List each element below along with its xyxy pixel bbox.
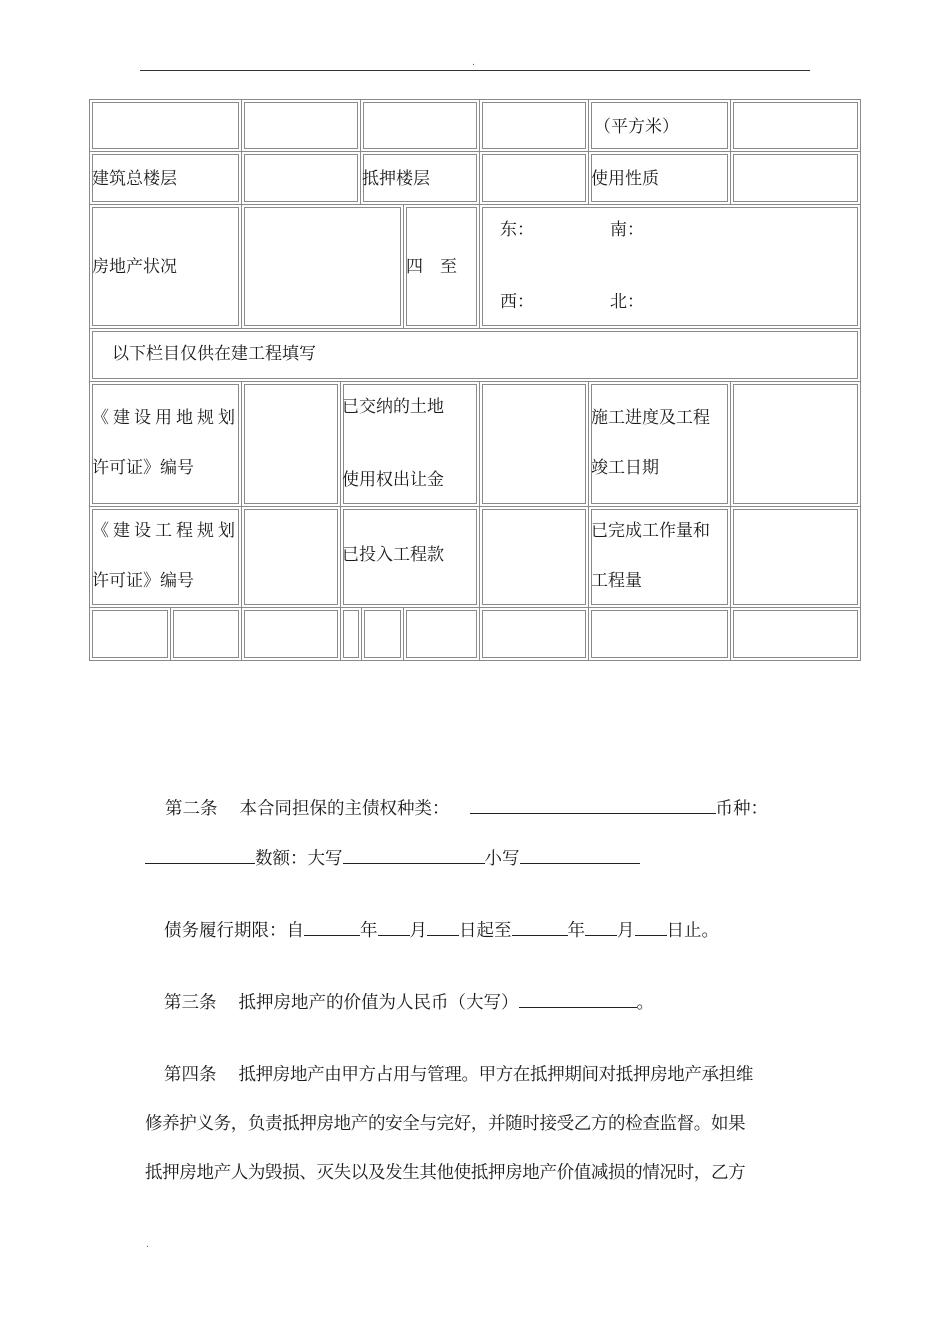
start-day-blank[interactable]: [427, 918, 459, 936]
invested-label: 已投入工程款: [342, 545, 444, 565]
amount-upper-blank[interactable]: [343, 846, 485, 864]
project-permit-value-cell: [241, 506, 341, 608]
land-permit-label-cell: [89, 381, 242, 507]
table-cell: [89, 99, 242, 152]
completed-label-line1: 已完成工作量和: [591, 521, 710, 541]
footer-mark: .: [146, 1240, 149, 1250]
article-4-text-2: 修养护义务，负责抵押房地产的安全与完好，并随时接受乙方的检查监督。如果: [145, 1114, 746, 1134]
table-cell: [360, 99, 480, 152]
amount-small-label: 小写: [484, 849, 520, 869]
start-month-blank[interactable]: [378, 918, 410, 936]
amount-small-blank[interactable]: [520, 846, 640, 864]
construction-note: 以下栏目仅供在建工程填写: [112, 344, 316, 364]
south-label: 南：: [610, 220, 644, 240]
table-cell: [403, 607, 480, 661]
article-4-line2: [145, 1112, 745, 1136]
boundary-value-cell: [479, 204, 861, 329]
east-label: 东：: [500, 220, 534, 240]
end-year-label: 年: [567, 921, 585, 941]
table-cell: [241, 607, 341, 661]
article-3-label: 第三条: [164, 993, 217, 1013]
project-permit-label-line2: 许可证》编号: [92, 571, 194, 591]
boundary-label: 四 至: [406, 257, 457, 277]
article-2-line2: [145, 846, 640, 871]
progress-label-line1: 施工进度及工程: [591, 408, 710, 428]
land-permit-label-line2: 许可证》编号: [92, 458, 194, 478]
amount-label: 数额：大写: [255, 849, 343, 869]
land-permit-label-line1: 《建设用地规划: [92, 408, 239, 428]
west-label: 西：: [500, 292, 534, 312]
status-label: 房地产状况: [92, 257, 177, 277]
header-mark: .: [472, 58, 475, 68]
article-4-text-3: 抵押房地产人为毁损、灭失以及发生其他使抵押房地产价值减损的情况时，乙方: [145, 1163, 746, 1183]
debt-type-blank[interactable]: [470, 796, 716, 814]
currency-label: 币种：: [715, 799, 768, 819]
start-year-blank[interactable]: [304, 918, 360, 936]
article-2-label: 第二条: [165, 799, 218, 819]
table-cell: [730, 607, 861, 661]
end-day-blank[interactable]: [635, 918, 667, 936]
currency-blank[interactable]: [145, 846, 255, 864]
end-year-blank[interactable]: [512, 918, 568, 936]
north-label: 北：: [610, 292, 644, 312]
article-2-text: 本合同担保的主债权种类：: [239, 799, 450, 819]
end-day-label: 日止。: [666, 921, 719, 941]
article-3-end: 。: [636, 993, 654, 1013]
completed-value-cell: [730, 506, 861, 608]
article-3-line: [164, 990, 654, 1015]
table-cell: [241, 99, 361, 152]
total-floors-label: 建筑总楼层: [92, 169, 177, 189]
article-4-line1: [164, 1063, 753, 1087]
table-cell: [479, 99, 589, 152]
progress-label-cell: [588, 381, 731, 507]
land-fee-value-cell: [479, 381, 589, 507]
progress-label-line2: 竣工日期: [591, 458, 659, 478]
debt-term-line: [164, 918, 719, 943]
land-fee-label-line2: 使用权出让金: [342, 470, 444, 490]
completed-label-line2: 工程量: [591, 571, 642, 591]
mortgage-floor-label: 抵押楼层: [362, 169, 430, 189]
table-cell: [340, 607, 362, 661]
table-cell: [89, 607, 171, 661]
land-permit-value-cell: [241, 381, 341, 507]
end-month-label: 月: [617, 921, 635, 941]
table-cell: [479, 607, 589, 661]
land-fee-label-line1: 已交纳的土地: [342, 397, 444, 417]
start-year-label: 年: [360, 921, 378, 941]
invested-value-cell: [479, 506, 589, 608]
article-2-line1: [165, 796, 768, 821]
usage-value-cell: [730, 151, 861, 205]
header-rule: [140, 70, 810, 71]
progress-value-cell: [730, 381, 861, 507]
start-month-label: 月: [409, 921, 427, 941]
table-cell: [730, 99, 861, 152]
start-day-label: 日起至: [459, 921, 512, 941]
usage-label: 使用性质: [591, 169, 659, 189]
mortgage-floor-value-cell: [479, 151, 589, 205]
article-4-line3: [145, 1161, 745, 1185]
value-upper-blank[interactable]: [519, 990, 637, 1008]
table-cell: [361, 607, 404, 661]
article-4-text-1: 抵押房地产由甲方占用与管理。甲方在抵押期间对抵押房地产承担维: [238, 1065, 753, 1085]
term-label: 债务履行期限：自: [164, 921, 304, 941]
status-value-cell: [241, 204, 404, 329]
project-permit-label-line1: 《建设工程规划: [92, 521, 239, 541]
article-3-text: 抵押房地产的价值为人民币（大写）: [238, 993, 519, 1013]
table-cell: [588, 607, 731, 661]
article-4-label: 第四条: [164, 1065, 217, 1085]
table-cell: [170, 607, 242, 661]
total-floors-value-cell: [241, 151, 361, 205]
end-month-blank[interactable]: [585, 918, 617, 936]
area-unit-label: （平方米）: [594, 117, 679, 137]
